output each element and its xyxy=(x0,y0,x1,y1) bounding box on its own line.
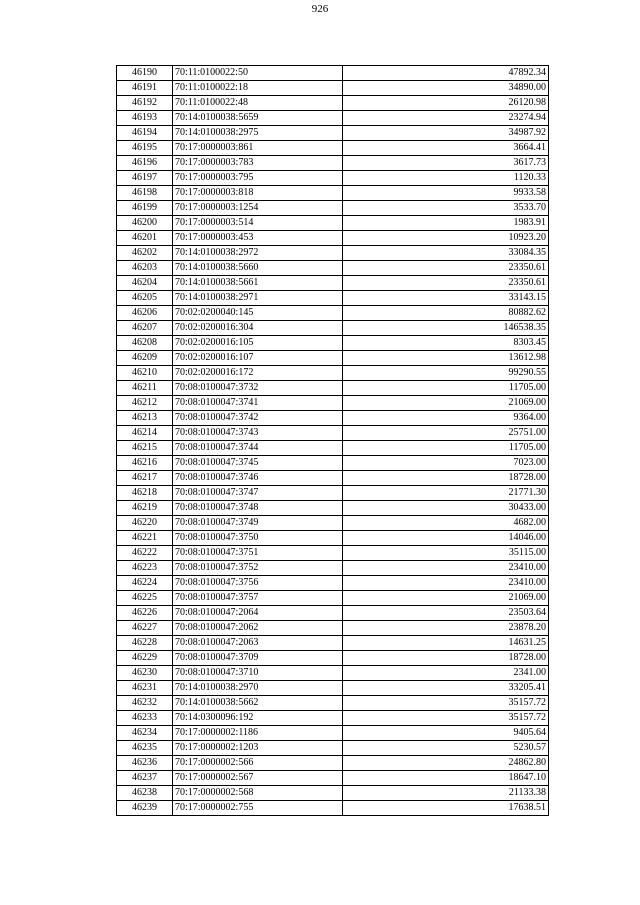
cadastral-number-cell: 70:08:0100047:2062 xyxy=(173,621,343,636)
cadastral-value-cell: 18728.00 xyxy=(343,471,549,486)
table-row xyxy=(117,216,549,231)
table-row xyxy=(117,801,549,816)
cadastral-number-cell: 70:08:0100047:3750 xyxy=(173,531,343,546)
row-number-cell: 46206 xyxy=(117,306,173,321)
table-row xyxy=(117,546,549,561)
table-body xyxy=(117,66,549,816)
cadastral-number-cell: 70:08:0100047:3741 xyxy=(173,396,343,411)
cadastral-value-cell: 34890.00 xyxy=(343,81,549,96)
cadastral-number-cell: 70:17:0000002:568 xyxy=(173,786,343,801)
cadastral-value-cell: 17638.51 xyxy=(343,801,549,816)
row-number-cell: 46217 xyxy=(117,471,173,486)
cadastral-value-cell: 8303.45 xyxy=(343,336,549,351)
row-number-cell: 46235 xyxy=(117,741,173,756)
cadastral-value-cell: 18647.10 xyxy=(343,771,549,786)
table-row xyxy=(117,381,549,396)
table-row xyxy=(117,141,549,156)
cadastral-value-cell: 23503.64 xyxy=(343,606,549,621)
cadastral-value-cell: 2341.00 xyxy=(343,666,549,681)
row-number-cell: 46191 xyxy=(117,81,173,96)
cadastral-value-cell: 23350.61 xyxy=(343,276,549,291)
cadastral-value-cell: 4682.00 xyxy=(343,516,549,531)
row-number-cell: 46233 xyxy=(117,711,173,726)
row-number-cell: 46228 xyxy=(117,636,173,651)
row-number-cell: 46195 xyxy=(117,141,173,156)
table-row xyxy=(117,246,549,261)
table-row xyxy=(117,126,549,141)
cadastral-value-cell: 18728.00 xyxy=(343,651,549,666)
cadastral-number-cell: 70:08:0100047:3709 xyxy=(173,651,343,666)
cadastral-number-cell: 70:17:0000002:755 xyxy=(173,801,343,816)
table-row xyxy=(117,96,549,111)
table-row xyxy=(117,156,549,171)
cadastral-number-cell: 70:11:0100022:48 xyxy=(173,96,343,111)
cadastral-number-cell: 70:17:0000002:1203 xyxy=(173,741,343,756)
table-row xyxy=(117,426,549,441)
cadastral-value-cell: 3617.73 xyxy=(343,156,549,171)
table-row xyxy=(117,291,549,306)
row-number-cell: 46222 xyxy=(117,546,173,561)
table-row xyxy=(117,786,549,801)
cadastral-number-cell: 70:17:0000003:783 xyxy=(173,156,343,171)
table-row xyxy=(117,321,549,336)
cadastral-number-cell: 70:14:0100038:5660 xyxy=(173,261,343,276)
cadastral-number-cell: 70:17:0000003:795 xyxy=(173,171,343,186)
row-number-cell: 46202 xyxy=(117,246,173,261)
row-number-cell: 46207 xyxy=(117,321,173,336)
cadastral-value-cell: 7023.00 xyxy=(343,456,549,471)
cadastral-value-cell: 23878.20 xyxy=(343,621,549,636)
cadastral-value-cell: 33143.15 xyxy=(343,291,549,306)
cadastral-number-cell: 70:08:0100047:3742 xyxy=(173,411,343,426)
row-number-cell: 46190 xyxy=(117,66,173,81)
cadastral-value-cell: 21771.30 xyxy=(343,486,549,501)
cadastral-value-cell: 25751.00 xyxy=(343,426,549,441)
cadastral-number-cell: 70:17:0000003:818 xyxy=(173,186,343,201)
cadastral-number-cell: 70:14:0100038:2971 xyxy=(173,291,343,306)
row-number-cell: 46221 xyxy=(117,531,173,546)
table-row xyxy=(117,201,549,216)
cadastral-number-cell: 70:17:0000002:566 xyxy=(173,756,343,771)
cadastral-value-cell: 3533.70 xyxy=(343,201,549,216)
row-number-cell: 46226 xyxy=(117,606,173,621)
row-number-cell: 46239 xyxy=(117,801,173,816)
cadastral-number-cell: 70:11:0100022:50 xyxy=(173,66,343,81)
row-number-cell: 46201 xyxy=(117,231,173,246)
row-number-cell: 46234 xyxy=(117,726,173,741)
cadastral-value-cell: 11705.00 xyxy=(343,381,549,396)
table-row xyxy=(117,171,549,186)
row-number-cell: 46230 xyxy=(117,666,173,681)
table-row xyxy=(117,81,549,96)
cadastral-value-cell: 146538.35 xyxy=(343,321,549,336)
table-row xyxy=(117,471,549,486)
cadastral-value-cell: 99290.55 xyxy=(343,366,549,381)
table-row xyxy=(117,651,549,666)
row-number-cell: 46219 xyxy=(117,501,173,516)
table-row xyxy=(117,531,549,546)
cadastral-value-cell: 47892.34 xyxy=(343,66,549,81)
row-number-cell: 46224 xyxy=(117,576,173,591)
row-number-cell: 46208 xyxy=(117,336,173,351)
cadastral-value-cell: 23274.94 xyxy=(343,111,549,126)
row-number-cell: 46218 xyxy=(117,486,173,501)
table-row xyxy=(117,186,549,201)
table-row xyxy=(117,726,549,741)
cadastral-value-cell: 80882.62 xyxy=(343,306,549,321)
table-row xyxy=(117,516,549,531)
table-row xyxy=(117,711,549,726)
cadastral-number-cell: 70:08:0100047:3745 xyxy=(173,456,343,471)
table-row xyxy=(117,66,549,81)
cadastral-value-table xyxy=(116,65,549,816)
row-number-cell: 46193 xyxy=(117,111,173,126)
cadastral-number-cell: 70:02:0200016:172 xyxy=(173,366,343,381)
row-number-cell: 46199 xyxy=(117,201,173,216)
table-row xyxy=(117,411,549,426)
row-number-cell: 46215 xyxy=(117,441,173,456)
row-number-cell: 46216 xyxy=(117,456,173,471)
table-row xyxy=(117,561,549,576)
cadastral-number-cell: 70:17:0000003:514 xyxy=(173,216,343,231)
cadastral-number-cell: 70:08:0100047:3749 xyxy=(173,516,343,531)
table-row xyxy=(117,306,549,321)
table-row xyxy=(117,261,549,276)
cadastral-value-cell: 9933.58 xyxy=(343,186,549,201)
table-row xyxy=(117,351,549,366)
cadastral-value-cell: 21069.00 xyxy=(343,396,549,411)
row-number-cell: 46229 xyxy=(117,651,173,666)
cadastral-value-cell: 9405.64 xyxy=(343,726,549,741)
cadastral-value-cell: 14631.25 xyxy=(343,636,549,651)
cadastral-value-cell: 9364.00 xyxy=(343,411,549,426)
cadastral-value-cell: 21133.38 xyxy=(343,786,549,801)
cadastral-value-cell: 23410.00 xyxy=(343,561,549,576)
cadastral-number-cell: 70:02:0200016:107 xyxy=(173,351,343,366)
table-row xyxy=(117,756,549,771)
row-number-cell: 46231 xyxy=(117,681,173,696)
row-number-cell: 46212 xyxy=(117,396,173,411)
cadastral-number-cell: 70:02:0200040:145 xyxy=(173,306,343,321)
row-number-cell: 46227 xyxy=(117,621,173,636)
row-number-cell: 46237 xyxy=(117,771,173,786)
cadastral-number-cell: 70:08:0100047:3748 xyxy=(173,501,343,516)
row-number-cell: 46211 xyxy=(117,381,173,396)
cadastral-value-cell: 35157.72 xyxy=(343,711,549,726)
table-row xyxy=(117,366,549,381)
table-row xyxy=(117,501,549,516)
cadastral-number-cell: 70:11:0100022:18 xyxy=(173,81,343,96)
row-number-cell: 46209 xyxy=(117,351,173,366)
cadastral-value-cell: 23350.61 xyxy=(343,261,549,276)
cadastral-value-cell: 21069.00 xyxy=(343,591,549,606)
table-row xyxy=(117,681,549,696)
row-number-cell: 46225 xyxy=(117,591,173,606)
cadastral-number-cell: 70:08:0100047:3746 xyxy=(173,471,343,486)
cadastral-value-cell: 35115.00 xyxy=(343,546,549,561)
cadastral-number-cell: 70:08:0100047:2063 xyxy=(173,636,343,651)
cadastral-number-cell: 70:02:0200016:105 xyxy=(173,336,343,351)
table-row xyxy=(117,336,549,351)
row-number-cell: 46210 xyxy=(117,366,173,381)
cadastral-number-cell: 70:14:0100038:2975 xyxy=(173,126,343,141)
cadastral-value-cell: 5230.57 xyxy=(343,741,549,756)
cadastral-value-cell: 11705.00 xyxy=(343,441,549,456)
cadastral-value-cell: 35157.72 xyxy=(343,696,549,711)
cadastral-value-cell: 33084.35 xyxy=(343,246,549,261)
row-number-cell: 46214 xyxy=(117,426,173,441)
cadastral-number-cell: 70:08:0100047:3744 xyxy=(173,441,343,456)
cadastral-number-cell: 70:08:0100047:3747 xyxy=(173,486,343,501)
cadastral-number-cell: 70:08:0100047:3757 xyxy=(173,591,343,606)
cadastral-value-cell: 30433.00 xyxy=(343,501,549,516)
cadastral-value-cell: 24862.80 xyxy=(343,756,549,771)
cadastral-number-cell: 70:14:0100038:5662 xyxy=(173,696,343,711)
cadastral-number-cell: 70:08:0100047:3710 xyxy=(173,666,343,681)
cadastral-value-cell: 1120.33 xyxy=(343,171,549,186)
cadastral-value-cell: 14046.00 xyxy=(343,531,549,546)
row-number-cell: 46196 xyxy=(117,156,173,171)
cadastral-value-cell: 10923.20 xyxy=(343,231,549,246)
table-row xyxy=(117,636,549,651)
table-row xyxy=(117,456,549,471)
table-row xyxy=(117,576,549,591)
row-number-cell: 46220 xyxy=(117,516,173,531)
cadastral-number-cell: 70:14:0100038:2972 xyxy=(173,246,343,261)
cadastral-number-cell: 70:08:0100047:3751 xyxy=(173,546,343,561)
row-number-cell: 46194 xyxy=(117,126,173,141)
row-number-cell: 46205 xyxy=(117,291,173,306)
table-row xyxy=(117,276,549,291)
table-row xyxy=(117,396,549,411)
row-number-cell: 46238 xyxy=(117,786,173,801)
table-row xyxy=(117,771,549,786)
cadastral-number-cell: 70:17:0000003:1254 xyxy=(173,201,343,216)
cadastral-number-cell: 70:14:0100038:2970 xyxy=(173,681,343,696)
cadastral-value-cell: 23410.00 xyxy=(343,576,549,591)
cadastral-value-cell: 34987.92 xyxy=(343,126,549,141)
row-number-cell: 46204 xyxy=(117,276,173,291)
cadastral-number-cell: 70:17:0000003:861 xyxy=(173,141,343,156)
table-row xyxy=(117,666,549,681)
cadastral-number-cell: 70:08:0100047:2064 xyxy=(173,606,343,621)
cadastral-value-cell: 3664.41 xyxy=(343,141,549,156)
row-number-cell: 46223 xyxy=(117,561,173,576)
cadastral-number-cell: 70:14:0300096:192 xyxy=(173,711,343,726)
cadastral-number-cell: 70:08:0100047:3756 xyxy=(173,576,343,591)
cadastral-number-cell: 70:08:0100047:3752 xyxy=(173,561,343,576)
cadastral-number-cell: 70:17:0000002:1186 xyxy=(173,726,343,741)
table-row xyxy=(117,486,549,501)
page-number: 926 xyxy=(311,3,329,15)
row-number-cell: 46198 xyxy=(117,186,173,201)
cadastral-number-cell: 70:08:0100047:3732 xyxy=(173,381,343,396)
cadastral-number-cell: 70:14:0100038:5659 xyxy=(173,111,343,126)
row-number-cell: 46200 xyxy=(117,216,173,231)
row-number-cell: 46232 xyxy=(117,696,173,711)
table-row xyxy=(117,111,549,126)
table-row xyxy=(117,606,549,621)
table-row xyxy=(117,741,549,756)
row-number-cell: 46236 xyxy=(117,756,173,771)
cadastral-value-cell: 33205.41 xyxy=(343,681,549,696)
row-number-cell: 46203 xyxy=(117,261,173,276)
cadastral-value-cell: 26120.98 xyxy=(343,96,549,111)
table-row xyxy=(117,441,549,456)
cadastral-value-cell: 13612.98 xyxy=(343,351,549,366)
row-number-cell: 46192 xyxy=(117,96,173,111)
table-row xyxy=(117,231,549,246)
table-row xyxy=(117,591,549,606)
cadastral-value-cell: 1983.91 xyxy=(343,216,549,231)
row-number-cell: 46197 xyxy=(117,171,173,186)
cadastral-number-cell: 70:17:0000002:567 xyxy=(173,771,343,786)
row-number-cell: 46213 xyxy=(117,411,173,426)
table-row xyxy=(117,621,549,636)
cadastral-number-cell: 70:17:0000003:453 xyxy=(173,231,343,246)
cadastral-number-cell: 70:14:0100038:5661 xyxy=(173,276,343,291)
cadastral-number-cell: 70:08:0100047:3743 xyxy=(173,426,343,441)
table-row xyxy=(117,696,549,711)
cadastral-number-cell: 70:02:0200016:304 xyxy=(173,321,343,336)
